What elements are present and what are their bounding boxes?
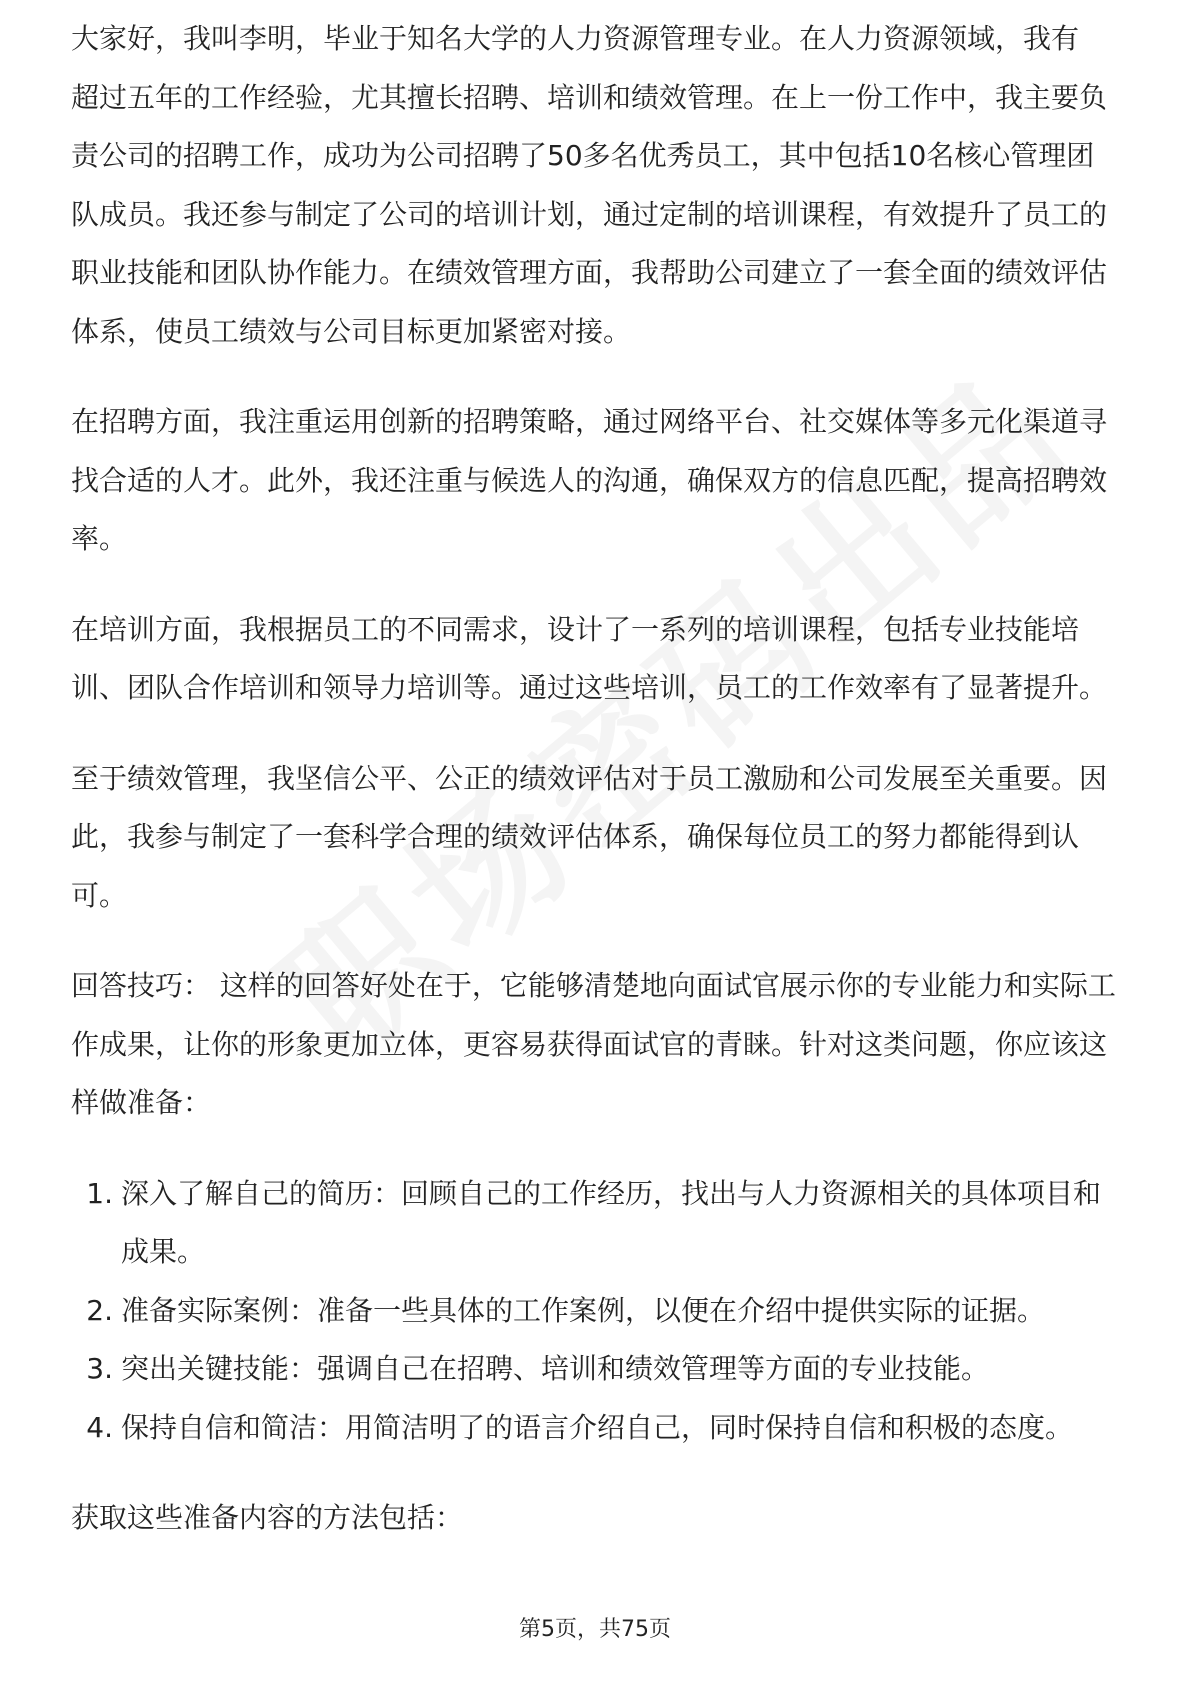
paragraph-training: 在培训方面，我根据员工的不同需求，设计了一系列的培训课程，包括专业技能培训、团队合作培训和领导力培训等。通过这些培训，员工的工作效率有了显著提升。: [71, 612, 1108, 704]
list-item: [71, 1399, 1121, 1458]
paragraph-text: 大家好，我叫李明，毕业于知名大学的人力资源管理专业。在人力资源领域，我有: [71, 22, 1080, 55]
list-number: 1.: [86, 1176, 113, 1210]
list-item: [71, 1282, 1121, 1341]
list-item: [71, 1165, 1121, 1282]
page-content: [71, 22, 1121, 1548]
list-number: 3.: [86, 1352, 113, 1385]
preparation-list: [71, 1165, 1121, 1458]
paragraph-methods: 获取这些准备内容的方法包括：: [71, 1501, 464, 1534]
list-text: 突出关键技能：强调自己在招聘、培训和绩效管理等方面的专业技能。: [121, 1352, 990, 1385]
list-number: 2.: [86, 1293, 113, 1327]
list-number: 4.: [86, 1410, 113, 1444]
list-text: 保持自信和简洁：用简洁明了的语言介绍自己，同时保持自信和积极的态度。: [121, 1410, 1074, 1444]
paragraph-cut-top: [71, 10, 1121, 69]
list-item: [71, 1340, 1121, 1399]
list-text: 准备实际案例：准备一些具体的工作案例，以便在介绍中提供实际的证据。: [121, 1293, 1046, 1327]
paragraph-recruiting: 在招聘方面，我注重运用创新的招聘策略，通过网络平台、社交媒体等多元化渠道寻找合适的人才。此外，我还注重与候选人的沟通，确保双方的信息匹配，提高招聘效率。: [71, 405, 1108, 555]
page-number-footer: 第5页，共75页: [519, 1617, 671, 1642]
paragraph-answer-tips: 回答技巧： 这样的回答好处在于，它能够清楚地向面试官展示你的专业能力和实际工作成果，让你的形象更加立体，更容易获得面试官的青睐。针对这类问题，你应该这样做准备：: [71, 969, 1116, 1119]
paragraph-experience: 超过五年的工作经验，尤其擅长招聘、培训和绩效管理。在上一份工作中，我主要负责公司的招聘工作，成功为公司招聘了50多名优秀员工，其中包括10名核心管理团队成员。我还参与制定了公司的培训计划，通过定制的培训课程，有效提升了员工的职业技能和团队协作能力。在绩效管理方面，我帮助公司建立了一套全面的绩效评估体系，使员工绩效与公司目标更加紧密对接。: [71, 80, 1108, 348]
list-text: 深入了解自己的简历：回顾自己的工作经历，找出与人力资源相关的具体项目和成果。: [121, 1176, 1102, 1268]
paragraph-performance: 至于绩效管理，我坚信公平、公正的绩效评估对于员工激励和公司发展至关重要。因此，我参与制定了一套科学合理的绩效评估体系，确保每位员工的努力都能得到认可。: [71, 761, 1108, 912]
